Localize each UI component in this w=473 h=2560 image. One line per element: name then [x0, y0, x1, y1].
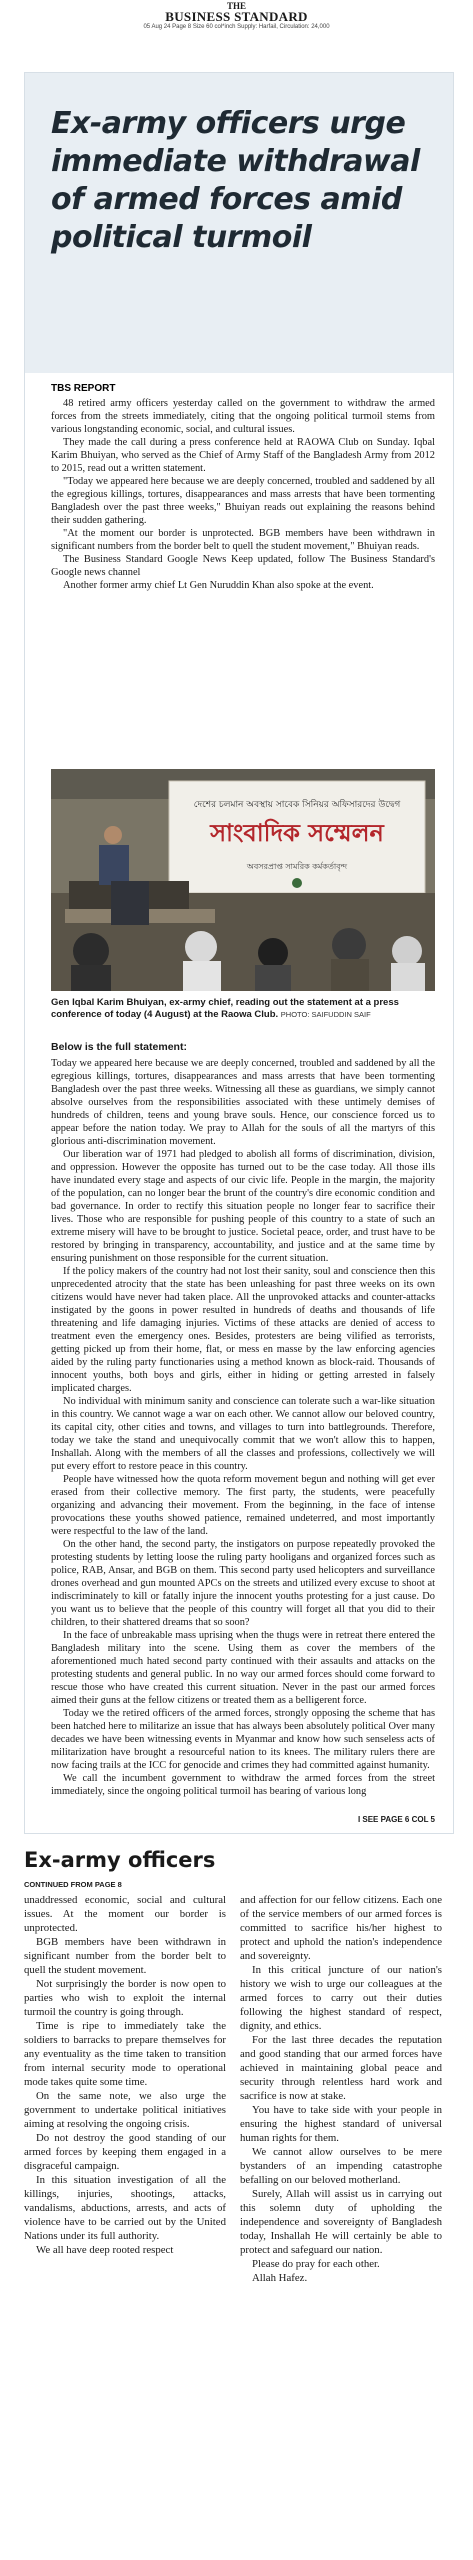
jump-column-2 [240, 1893, 442, 2543]
intro-paragraph: "Today we appeared here because we are deeply concerned, troubled and saddened by all the egregious killings, tortures, disappearances and mass arrests that have been tormenting Bangladesh over the past three weeks," Bhuiyan reads out explaining the reasons behind their sudden gathering. [51, 476, 435, 526]
banner-bottom-text: অবসরপ্রাপ্ত সামরিক কর্মকর্তাবৃন্দ [246, 862, 348, 871]
statement-paragraph: No individual with minimum sanity and conscience can tolerate such a war-like situation in this country. We cannot wage a war on each other. We cannot allow our beloved country, its capital city, other cities and towns, and villages to turn into battlegrounds. Therefore, today we take the stand and unequivocally commit that we won't allow this to happen, Inshallah. Along with the members of all the classes and professions, collectively we will put every effort to restore peace in this country. [51, 1396, 435, 1472]
jump-paragraph: Not surprisingly the border is now open to parties who wish to exploit the internal turmoil the country is going through. [24, 1978, 226, 2018]
jump-column-1 [24, 1893, 226, 2543]
intro-paragraph: Another former army chief Lt Gen Nuruddin Khan also spoke at the event. [63, 580, 374, 591]
jump-paragraph: For the last three decades the reputation and good standing that our armed forces have achieved in maintaining global peace and security through relentless hard work and sacrifice is now at stake. [240, 2034, 442, 2102]
jump-paragraph: Do not destroy the good standing of our armed forces by keeping them engaged in a disgraceful campaign. [24, 2132, 226, 2172]
caption-text: Gen Iqbal Karim Bhuiyan, ex-army chief, reading out the statement at a press conference of today (4 August) at the Raowa Club. [51, 997, 399, 1020]
jump-paragraph: and affection for our fellow citizens. Each one of the service members of our armed forces is committed to sacrifice his/her highest to protect and uphold the nation's independence and sovereignty. [240, 1894, 442, 1962]
headline: Ex-army officers urge immediate withdrawal of armed forces amid political turmoil [51, 106, 420, 255]
section-heading: Below is the full statement: [51, 1041, 187, 1053]
masthead [0, 0, 473, 66]
jump-title: Ex-army officers [24, 1848, 216, 1872]
statement-paragraph: Our liberation war of 1971 had pledged to abolish all forms of discrimination, division, and oppression. However the opposite has turned out to be the case today. All those ills have inundated every stage and aspects of our civic life. People in the margin, the majority of the population, can no longer bear the brunt of the country's dire economic condition and bad governance. In order to rectify this situation people no longer fear to sacrifice their lives. Those who are responsible for pushing people of this country to a state of such an extreme misery will have to be brought to justice. Societal peace, order, and trust have to be restored by bringing in transparency, accountability, and justice and at the same time by ensuring punishment on those responsible for the current situation. [51, 1149, 435, 1264]
banner-top-text: দেশের চলমান অবস্থায় সাবেক সিনিয়র অফিসারদের উদ্বেগ [193, 800, 401, 810]
intro-paragraph: 48 retired army officers yesterday called on the government to withdraw the armed forces from the streets immediately, citing that the ongoing political turmoil stems from various longstanding economic, social, and cultural issues. [51, 398, 435, 435]
jump-paragraph: BGB members have been withdrawn in significant number from the border belt to quell the student movement. [24, 1936, 226, 1976]
banner-main-text: সাংবাদিক সম্মেলন [210, 819, 384, 847]
jump-paragraph: We all have deep rooted respect [36, 2244, 174, 2256]
article-page [24, 72, 454, 1834]
press-conference-photo [51, 769, 435, 991]
continued-label: CONTINUED FROM PAGE 8 [24, 1880, 122, 1889]
headline-box [25, 73, 453, 373]
jump-paragraph: You have to take side with your people in ensuring the highest standard of universal human rights for them. [240, 2104, 442, 2144]
jump-reference: I SEE PAGE 6 COL 5 [357, 1815, 435, 1824]
jump-paragraph: On the same note, we also urge the government to undertake political initiatives aiming at resolving the ongoing crisis. [24, 2090, 226, 2130]
intro-text [51, 397, 435, 763]
jump-paragraph: Time is ripe to immediately take the soldiers to barracks to prepare themselves for any eventuality as the time taken to transition from internal security mode to operational mode takes quite some time. [24, 2020, 226, 2088]
byline: TBS REPORT [51, 383, 116, 394]
photo-credit: PHOTO: SAIFUDDIN SAIF [280, 1010, 371, 1019]
statement-paragraph: People have witnessed how the quota reform movement begun and nothing will get ever erased from their collective memory. The first party, the students, were peacefully organizing and advancing their movement. From the beginning, in the face of intense provocations these youths showed patience, remained undeterred, and most importantly were respectful to the law of the land. [51, 1474, 435, 1537]
statement-paragraph: We call the incumbent government to withdraw the armed forces from the street immediately, since the ongoing political turmoil has bearing of various long [51, 1773, 435, 1797]
sign-off: Allah Hafez. [252, 2272, 308, 2284]
statement-paragraph: If the policy makers of the country had not lost their sanity, soul and conscience then this unprecedented atrocity that the state has been unleashing for past three weeks on its own citizens would have never had taken place. All the unprovoked attacks and counter-attacks instigated by the goons in power resulted in hundreds of deaths and thousands of life threatening and life damaging injuries. Victims of these attacks are denied of access to treatment even the emergency ones. Besides, protesters are being vilified as terrorists, getting picked up from their home, flat, or mess en masse by the law enforcing agencies aided by the ruling party functionaries using a method known as block-raid. Thousands of innocent youths, both boys and girls, either in hiding or getting arrested in falsely implicated charges. [51, 1266, 435, 1394]
masthead-the: THE [226, 1, 246, 11]
photo-illustration [51, 769, 435, 991]
jump-paragraph: unaddressed economic, social and cultural issues. At the moment our border is unprotected. [24, 1894, 226, 1934]
jump-paragraph: In this critical juncture of our nation's history we wish to urge our colleagues at the armed forces to carry out their duties following the highest standard of respect, dignity, and ethics. [240, 1964, 442, 2032]
statement-paragraph: Today we the retired officers of the armed forces, strongly opposing the scheme that has been hatched here to militarize an issue that has always been absolutely political Over many decades we have been witnessing events in Myanmar and know how such senseless acts of militarization have brought a resourceful nation to its knees. The military rulers there are now facing trails at the ICC for genocide and crimes they had committed against humanity. [51, 1708, 435, 1771]
masthead-name: BUSINESS STANDARD [165, 9, 308, 24]
intro-paragraph: The Business Standard Google News Keep updated, follow The Business Standard's Google news channel [51, 554, 435, 578]
jump-paragraph: Please do pray for each other. [252, 2258, 380, 2270]
intro-paragraph: They made the call during a press conference held at RAOWA Club on Sunday. Iqbal Karim Bhuiyan, who served as the Chief of Army Staff of the Bangladesh Army from 2012 to 2015, read out a written statement. [51, 437, 435, 474]
intro-paragraph: "At the moment our border is unprotected. BGB members have been withdrawn in significant numbers from the border belt to quell the student movement," Bhuiyan reads. [51, 528, 435, 552]
masthead-date-line: 05 Aug 24 Page 8 Size 60 col*inch Supply: Harfail, Circulation: 24,000 [143, 24, 330, 30]
statement-paragraph: Today we appeared here because we are deeply concerned, troubled and saddened by all the egregious killings, tortures, disappearances and mass arrests that have been tormenting Bangladesh over the past three weeks. Witnessing all these as guardians, we simply cannot absolve ourselves from the responsibilities associated with these untimely demises of hundreds of children, teens and young brave souls. Hence, our conscience forced us to appear before the nation today. We pray to Allah for the souls of all the martyrs of this glorious anti-discrimination movement. [51, 1058, 435, 1147]
statement-paragraph: On the other hand, the second party, the instigators on purpose repeatedly provoked the protesting students by letting loose the ruling party hooligans and organized forces such as police, RAB, Ansar, and BGB on them. This second party used helicopters and surveillance drones overhead and gun mounted APCs on the streets and utilized every excuse to shoot at indiscriminately to kill or fatally injure the innocent youths protesting for a just cause. Do you want us to believe that the people of this country will forget all that you did to their children, to their shattered dreams that so soon? [51, 1539, 435, 1628]
statement-paragraph: In the face of unbreakable mass uprising when the thugs were in retreat there entered the Bangladesh military into the scene. Using them as cover the members of the aforementioned much hated second party continued with their assaults and attacks on the protesting students and general public. In no way our armed forces should come forward to rescue those who have created this current situation. Never in the past our armed forces aimed their guns at the fellow citizens or treated them as a belligerent force. [51, 1630, 435, 1706]
jump-paragraph: In this situation investigation of all the killings, injuries, shootings, attacks, vandalisms, abductions, arrests, and acts of violence have to be carried out by the United Nations under its full authority. [24, 2174, 226, 2242]
photo-caption [51, 997, 435, 1021]
statement-text [51, 1057, 435, 1813]
jump-paragraph: Surely, Allah will assist us in carrying out this solemn duty of upholding the independence and sovereignty of Bangladesh today, Inshallah He will certainly be able to protect and safeguard our nation. [240, 2188, 442, 2256]
jump-paragraph: We cannot allow ourselves to be mere bystanders of an impending catastrophe befalling on our beloved motherland. [240, 2146, 442, 2186]
